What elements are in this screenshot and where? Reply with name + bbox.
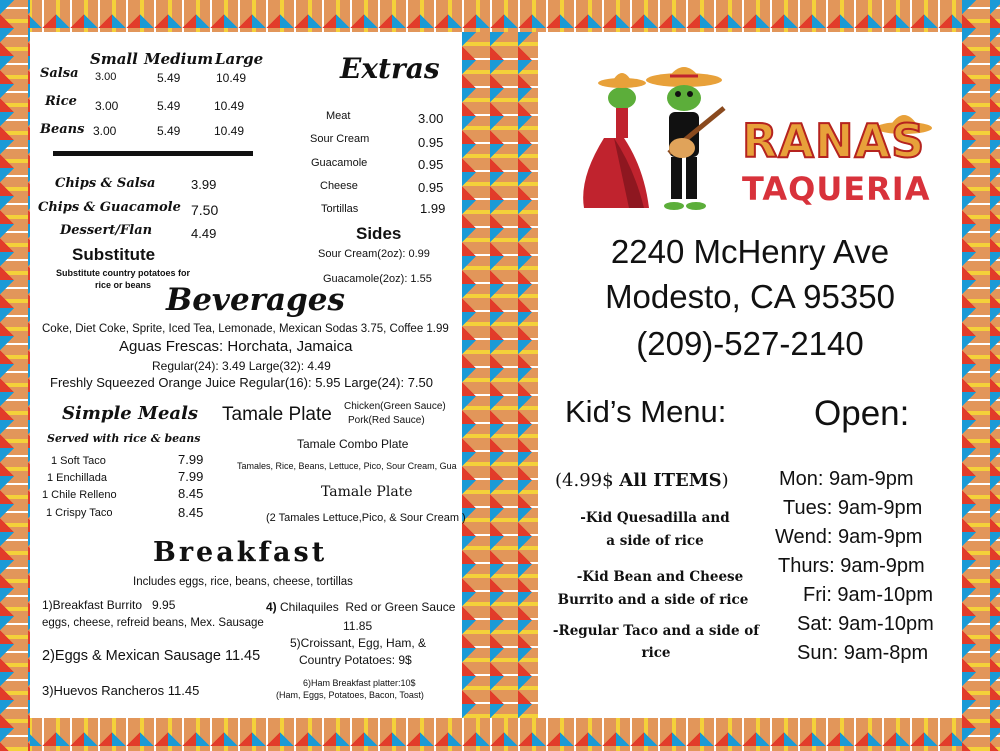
phone-number: (209)-527-2140 [636,325,864,362]
tamale-plate2-desc: (2 Tamales Lettuce,Pico, & Sour Cream ) [266,512,466,524]
address-line2: Modesto, CA 95350 [605,278,895,315]
extras-item-price: 3.00 [418,111,444,126]
simple-meal-price: 7.99 [178,452,204,467]
extras-item-price: 1.99 [420,201,446,216]
bottom-border [0,718,1000,751]
beverages-line2: Aguas Frescas: Horchata, Jamaica [119,338,353,355]
simple-meals-subtitle: Served with rice & beans [47,432,201,445]
tamale-plate-title: Tamale Plate [222,404,332,425]
substitute-line1: Substitute country potatoes for [55,268,190,278]
address-line1: 2240 McHenry Ave [610,233,890,270]
hours-day: Wend: 9am-9pm [775,526,923,548]
pricing-cell: 10.49 [214,99,245,113]
extras-item-label: Sour Cream [310,133,370,145]
pricing-header-small: Small [90,50,138,68]
breakfast-item6-line2: (Ham, Eggs, Potatoes, Bacon, Toast) [276,690,424,700]
top-border [0,0,1000,32]
tamale-plate-option2: Pork(Red Sauce) [348,415,425,426]
simple-meal-price: 8.45 [178,486,204,501]
breakfast-item3: 3)Huevos Rancheros 11.45 [42,683,200,698]
snack-label: Chips & Guacamole [38,200,181,215]
beverages-title: Beverages [166,282,345,318]
extras-item-label: Meat [326,110,351,122]
kids-menu-price-prefix: (4.99$ [555,470,620,491]
extras-item-price: 0.95 [418,157,444,172]
beverages-line1: Coke, Diet Coke, Sprite, Iced Tea, Lemonade, Mexican Sodas 3.75, Coffee 1.99 [42,323,449,335]
breakfast-title: Breakfast [153,537,328,568]
extras-item-label: Tortillas [321,203,359,215]
sides-line2: Guacamole(2oz): 1.55 [323,273,432,285]
kids-item3-line2: rice [641,645,671,661]
kids-menu-price-bold: All ITEMS [619,470,722,491]
beverages-line3: Regular(24): 3.49 Large(32): 4.49 [152,359,331,373]
kids-item1-line2: a side of rice [606,533,704,549]
breakfast-item1-desc: eggs, cheese, refreid beans, Mex. Sausage [42,617,264,629]
simple-meal-price: 8.45 [178,505,204,520]
breakfast-item2: 2)Eggs & Mexican Sausage 11.45 [42,648,261,664]
breakfast-item1: 1)Breakfast Burrito 9.95 [42,598,176,612]
kids-item2-line2: Burrito and a side of rice [557,592,749,608]
pricing-cell: 3.00 [95,71,117,83]
tamale-combo-desc: Tamales, Rice, Beans, Lettuce, Pico, Sour Cream, Gua [237,461,457,471]
substitute-line2: rice or beans [94,280,152,290]
hours-title: Open: [814,394,910,433]
sides-line1: Sour Cream(2oz): 0.99 [318,248,430,260]
hours-day: Tues: 9am-9pm [783,497,923,519]
simple-meals-title: Simple Meals [62,403,199,424]
hours-day: Fri: 9am-10pm [803,584,934,606]
hours-day: Thurs: 9am-9pm [778,555,925,577]
simple-meal-label: 1 Enchillada [47,472,107,484]
pricing-row-label: Beans [40,122,85,137]
extras-item-label: Cheese [320,180,358,192]
snack-label: Chips & Salsa [55,176,156,191]
extras-item-price: 0.95 [418,180,444,195]
pricing-cell: 5.49 [157,124,181,138]
kids-item2-line1: -Kid Bean and Cheese [576,569,744,585]
pricing-cell: 10.49 [216,71,247,85]
logo-line2: TAQUERIA [742,170,931,208]
beverages-line4: Freshly Squeezed Orange Juice Regular(16): 5.95 Large(24): 7.50 [50,375,433,390]
sides-title: Sides [356,224,402,243]
pricing-cell: 10.49 [214,124,245,138]
extras-item-label: Guacamole [311,157,368,169]
extras-title: Extras [340,52,440,85]
pricing-cell: 5.49 [157,99,181,113]
breakfast-item4-number: 4) [266,600,277,614]
pricing-cell: 5.49 [157,71,181,85]
snack-price: 4.49 [191,226,217,241]
pricing-cell: 3.00 [93,124,117,138]
kids-menu-price-suffix: ) [721,470,729,491]
center-border [462,32,538,718]
logo-line1: RANAS [742,114,926,168]
snack-label: Dessert/Flan [60,223,153,238]
kids-item1-line1: -Kid Quesadilla and [580,510,730,526]
breakfast-item4-price: 11.85 [343,619,373,633]
snack-price: 3.99 [191,177,217,192]
tamale-combo-title: Tamale Combo Plate [297,437,409,451]
hours-day: Sat: 9am-10pm [797,613,934,635]
logo [574,58,934,228]
pricing-header-large: Large [215,50,264,68]
hours-day: Mon: 9am-9pm [779,468,914,490]
breakfast-item6-line1: 6)Ham Breakfast platter:10$ [303,678,416,688]
tamale-plate2-title: Tamale Plate [321,484,413,500]
breakfast-item5-line1: 5)Croissant, Egg, Ham, & [290,636,427,650]
pricing-header-medium: Medium [144,50,214,68]
breakfast-item4: Chilaquiles Red or Green Sauce [280,600,456,614]
substitute-title: Substitute [72,245,156,264]
pricing-cell: 3.00 [95,99,119,113]
simple-meal-price: 7.99 [178,469,204,484]
kids-item3-line1: -Regular Taco and a side of [552,623,760,639]
kids-menu-title: Kid’s Menu: [565,394,727,429]
hours-day: Sun: 9am-8pm [797,642,929,664]
tamale-plate-option1: Chicken(Green Sauce) [344,401,446,412]
breakfast-subtitle: Includes eggs, rice, beans, cheese, tortillas [133,576,353,588]
snack-price: 7.50 [191,202,219,218]
pricing-divider [53,151,253,156]
breakfast-item5-line2: Country Potatoes: 9$ [299,653,412,667]
pricing-row-label: Rice [45,94,77,109]
simple-meal-label: 1 Chile Relleno [42,489,117,501]
kids-menu-price [555,470,729,491]
right-border [962,0,1000,751]
extras-item-price: 0.95 [418,135,444,150]
simple-meal-label: 1 Crispy Taco [46,507,113,519]
pricing-row-label: Salsa [40,66,79,81]
left-border [0,0,30,751]
simple-meal-label: 1 Soft Taco [51,455,106,467]
